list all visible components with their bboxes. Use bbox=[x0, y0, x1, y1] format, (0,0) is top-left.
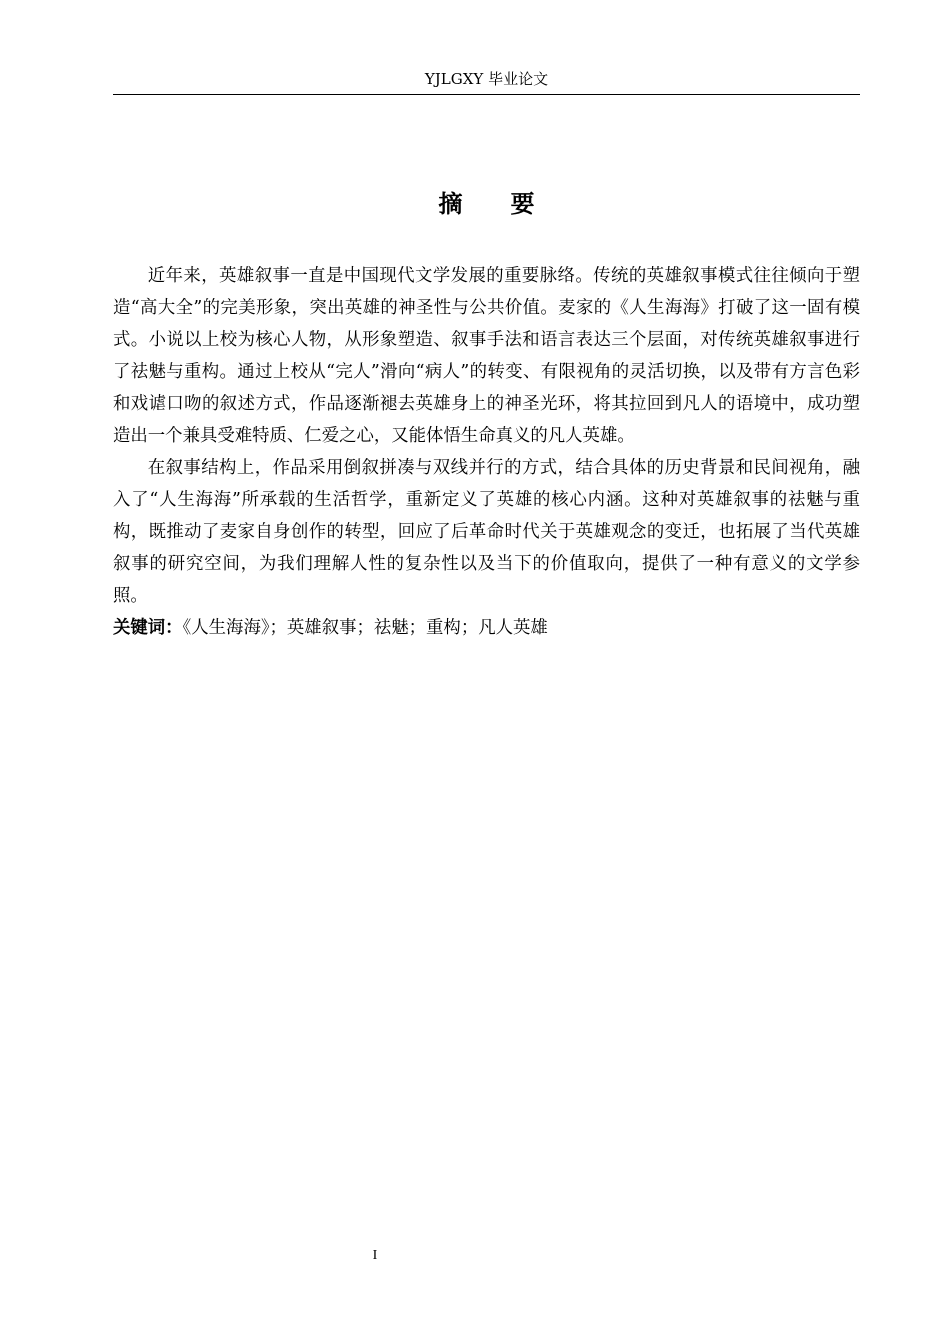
abstract-title-char-2: 要 bbox=[510, 190, 535, 218]
keywords-label: 关键词： bbox=[113, 618, 183, 638]
page-header: YJLGXY 毕业论文 bbox=[424, 70, 549, 88]
abstract-paragraph-2: 在叙事结构上，作品采用倒叙拼凑与双线并行的方式，结合具体的历史背景和民间视角，融入了“人生海海”所承载的生活哲学，重新定义了英雄的核心内涵。这种对英雄叙事的祛魅与重构，既推动了麦家自身创作的转型，回应了后革命时代关于英雄观念的变迁，也拓展了当代英雄叙事的研究空间，为我们理解人性的复杂性以及当下的价值取向，提供了一种有意义的文学参照。 bbox=[113, 458, 860, 606]
abstract-paragraph-1: 近年来，英雄叙事一直是中国现代文学发展的重要脉络。传统的英雄叙事模式往往倾向于塑造“高大全”的完美形象，突出英雄的神圣性与公共价值。麦家的《人生海海》打破了这一固有模式。小说以上校为核心人物，从形象塑造、叙事手法和语言表达三个层面，对传统英雄叙事进行了祛魅与重构。通过上校从“完人”滑向“病人”的转变、有限视角的灵活切换，以及带有方言色彩和戏谑口吻的叙述方式，作品逐渐褪去英雄身上的神圣光环，将其拉回到凡人的语境中，成功塑造出一个兼具受难特质、仁爱之心，又能体悟生命真义的凡人英雄。 bbox=[113, 266, 860, 446]
abstract-title bbox=[113, 186, 860, 222]
abstract-title-char-1: 摘 bbox=[438, 190, 463, 218]
page-number: I bbox=[372, 1248, 378, 1263]
header-divider bbox=[113, 94, 860, 95]
abstract-body bbox=[113, 260, 860, 644]
keywords-text: 《人生海海》；英雄叙事；祛魅；重构；凡人英雄 bbox=[182, 618, 548, 638]
keywords-line bbox=[113, 612, 860, 644]
